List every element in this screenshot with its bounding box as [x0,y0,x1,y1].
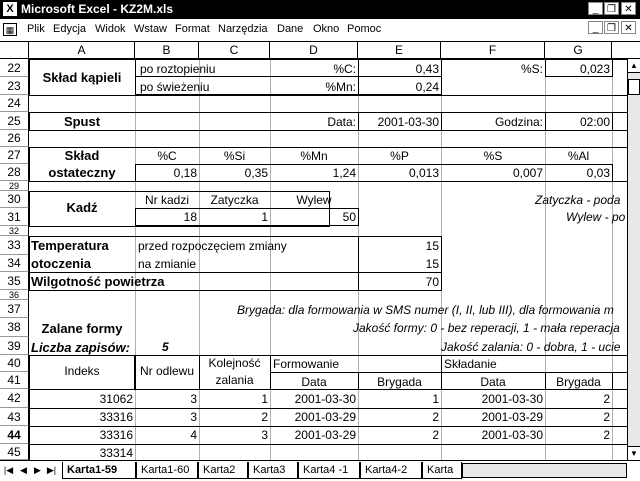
row-header[interactable]: 30 [0,191,29,208]
cell-skladanie-data[interactable]: 2001-03-29 [481,410,543,424]
label-kadz: Kadź [66,200,98,215]
label-ostateczny: ostateczny [48,165,116,180]
column-header-a[interactable]: A [29,42,135,59]
header-zatyczka: Zatyczka [210,193,259,207]
minimize-button[interactable]: _ [588,2,603,15]
cell-indeks[interactable]: 33316 [99,410,133,424]
label-po-roztopieniu: po roztopieniu [140,62,216,76]
label-na-zmianie: na zmianie [138,257,197,271]
cell-al-value[interactable]: 0,03 [586,166,610,180]
row-header[interactable]: 39 [0,337,29,355]
row-header[interactable]: 43 [0,408,29,426]
cell-nr-kadzi[interactable]: 18 [183,210,197,224]
header-formowanie-brygada: Brygada [377,375,422,389]
next-sheet-icon[interactable]: ▶ [34,465,41,475]
row-header[interactable]: 38 [0,318,29,337]
scroll-down-icon[interactable]: ▼ [628,446,640,460]
cell-indeks[interactable]: 33316 [99,428,133,442]
cell-nr-odlewu[interactable]: 3 [190,410,197,424]
row-header-active[interactable]: 44 [0,426,29,444]
label-zalane-formy: Zalane formy [41,321,123,336]
cell-data-value[interactable]: 2001-03-30 [377,115,439,129]
cell-pc-s-value[interactable]: 0,023 [579,62,610,76]
cell-skladanie-brygada[interactable]: 2 [603,410,610,424]
value-liczba-zapisow: 5 [162,340,169,354]
row-header[interactable]: 29 [0,181,29,191]
menu-pomoc[interactable]: Pomoc [347,23,382,35]
label-temperatura: Temperatura [31,238,109,253]
excel-icon[interactable]: X [3,2,17,16]
label-spust: Spust [63,114,101,129]
header-indeks: Indeks [64,364,100,378]
cell-godzina-value[interactable]: 02:00 [579,115,610,129]
header-wylew: Wylew [296,193,332,207]
label-pc-s: %S: [520,62,543,76]
label-data: Data: [327,115,356,129]
doc-minimize-button[interactable]: _ [588,21,603,34]
header-pc-al: %Al [567,149,590,163]
cell-zatyczka[interactable]: 1 [261,210,268,224]
cell-kolejnosc[interactable]: 3 [261,428,268,442]
cell-kolejnosc[interactable]: 1 [261,392,268,406]
restore-button[interactable]: ❐ [604,2,619,15]
header-skladanie: Składanie [444,357,497,371]
cell-temp-na-zmianie[interactable]: 15 [425,257,439,271]
row-header[interactable]: 35 [0,272,29,290]
menu-edycja[interactable]: Edycja [53,23,87,35]
column-header-c[interactable]: C [199,42,270,59]
label-pc-mn: %Mn: [325,80,356,94]
cell-nr-odlewu[interactable]: 4 [190,428,197,442]
label-godzina: Godzina: [494,115,543,129]
cell-skladanie-data[interactable]: 2001-03-30 [481,428,543,442]
cell-formowanie-brygada[interactable]: 2 [432,410,439,424]
row-header[interactable]: 32 [0,226,29,236]
label-sklad: Skład [64,148,100,163]
doc-close-button[interactable]: ✕ [621,21,636,34]
scroll-thumb[interactable] [628,79,640,95]
scroll-up-icon[interactable]: ▲ [628,59,640,73]
menu-plik[interactable]: Plik [27,23,45,35]
tab-karta4-2[interactable]: Karta4-2 [360,462,422,479]
column-header-b[interactable]: B [135,42,199,59]
note-zatyczka: Zatyczka - poda [535,193,621,207]
header-pc-mn: %Mn [300,149,328,163]
menu-narzedzia[interactable]: Narzędzia [218,23,268,35]
select-all-corner[interactable] [0,42,29,59]
header-formowanie: Formowanie [273,357,340,371]
row-header[interactable]: 40 [0,355,29,372]
label-wilgotnosc: Wilgotność powietrza [31,274,165,289]
tab-karta1-60[interactable]: Karta1-60 [136,462,198,479]
sheet-tab-bar [0,460,640,481]
header-zalania: zalania [215,373,254,387]
cell-wilgotnosc[interactable]: 70 [425,275,439,289]
vertical-scrollbar[interactable] [627,59,640,460]
header-pc-s: %S [483,149,503,163]
menu-okno[interactable]: Okno [313,23,340,35]
cell-formowanie-data[interactable]: 2001-03-30 [294,392,356,406]
row-header[interactable]: 24 [0,95,29,112]
header-kolejnosc: Kolejność [208,356,261,370]
row-header[interactable]: 36 [0,290,29,300]
tab-karta4-1[interactable]: Karta4 -1 [298,462,360,479]
column-header-d[interactable]: D [270,42,358,59]
note-jakosc-zalania: Jakość zalania: 0 - dobra, 1 - ucie [441,340,621,354]
cell-wylew[interactable]: 50 [342,210,356,224]
prev-sheet-icon[interactable]: ◀ [20,465,27,475]
cell-c-value[interactable]: 0,18 [173,166,197,180]
row-header[interactable]: 37 [0,300,29,318]
tab-karta2[interactable]: Karta2 [198,462,248,479]
menu-widok[interactable]: Widok [95,23,126,35]
document-icon[interactable]: ▦ [3,23,17,36]
label-sklad-kapieli: Skład kąpieli [42,70,122,85]
row-header[interactable]: 31 [0,208,29,226]
label-otoczenia: otoczenia [31,256,91,271]
header-nr-kadzi: Nr kadzi [144,193,189,207]
cell-si-value[interactable]: 0,35 [244,166,268,180]
header-pc-c: %C [157,149,177,163]
cell-p-value[interactable]: 0,013 [408,166,439,180]
row-header[interactable]: 33 [0,236,29,255]
tab-karta3[interactable]: Karta3 [248,462,298,479]
tab-karta1-59[interactable]: Karta1-59 [62,462,136,479]
last-sheet-icon[interactable]: ▶| [46,465,57,475]
doc-restore-button[interactable]: ❐ [604,21,619,34]
cell-s-value[interactable]: 0,007 [512,166,543,180]
note-jakosc-formy: Jakość formy: 0 - bez reperacji, 1 - mała reperacja [353,321,620,335]
tab-karta[interactable]: Karta [422,462,462,479]
header-pc-si: %Si [223,149,246,163]
column-header-f[interactable]: F [441,42,545,59]
row-header[interactable]: 22 [0,59,29,77]
title-bar [0,0,640,19]
menu-bar [0,19,640,42]
cell-skladanie-brygada[interactable]: 2 [603,392,610,406]
header-skladanie-data: Data [480,375,506,389]
cell-formowanie-brygada[interactable]: 1 [432,392,439,406]
note-brygada: Brygada: dla formowania w SMS numer (I, II, lub III), dla formowania m [237,303,614,317]
cell-indeks[interactable]: 33314 [99,446,133,460]
header-pc-p: %P [390,149,409,163]
cell-pc-mn-value[interactable]: 0,24 [415,80,439,94]
cell-pc-c-value[interactable]: 0,43 [415,62,439,76]
label-po-swiezeniu: po świeżeniu [140,80,210,94]
window-title: Microsoft Excel - KZ2M.xls [21,2,174,16]
label-pc-c: %C: [333,62,356,76]
label-przed-zmiana: przed rozpoczęciem zmiany [138,239,287,253]
note-wylew: Wylew - po [566,210,626,224]
first-sheet-icon[interactable]: |◀ [3,465,14,475]
row-header[interactable]: 45 [0,444,29,460]
header-nr-odlewu: Nr odlewu [139,364,195,378]
cell-skladanie-data[interactable]: 2001-03-30 [481,392,543,406]
menu-wstaw[interactable]: Wstaw [134,23,167,35]
row-header[interactable]: 25 [0,112,29,130]
header-formowanie-data: Data [301,375,327,389]
label-liczba-zapisow: Liczba zapisów: [31,340,130,355]
header-skladanie-brygada: Brygada [556,375,601,389]
row-header[interactable]: 42 [0,389,29,408]
cell-temp-przed[interactable]: 15 [425,239,439,253]
row-header[interactable]: 41 [0,372,29,389]
column-header-g[interactable]: G [545,42,612,59]
menu-dane[interactable]: Dane [277,23,304,35]
close-button[interactable]: ✕ [621,2,636,15]
cell-kolejnosc[interactable]: 2 [261,410,268,424]
column-header-e[interactable]: E [358,42,441,59]
cell-mn-value[interactable]: 1,24 [332,166,356,180]
cell-formowanie-brygada[interactable]: 2 [432,428,439,442]
cell-indeks[interactable]: 31062 [99,392,133,406]
cell-formowanie-data[interactable]: 2001-03-29 [294,410,356,424]
row-header[interactable]: 34 [0,255,29,272]
row-header[interactable]: 26 [0,130,29,147]
horizontal-scrollbar[interactable] [462,463,627,478]
row-header[interactable]: 28 [0,164,29,181]
cell-nr-odlewu[interactable]: 3 [190,392,197,406]
column-header-partial [612,42,640,59]
row-header[interactable]: 27 [0,147,29,164]
spreadsheet-grid[interactable] [0,42,640,460]
cell-skladanie-brygada[interactable]: 2 [603,428,610,442]
cell-formowanie-data[interactable]: 2001-03-29 [294,428,356,442]
menu-format[interactable]: Format [175,23,210,35]
row-header[interactable]: 23 [0,77,29,95]
